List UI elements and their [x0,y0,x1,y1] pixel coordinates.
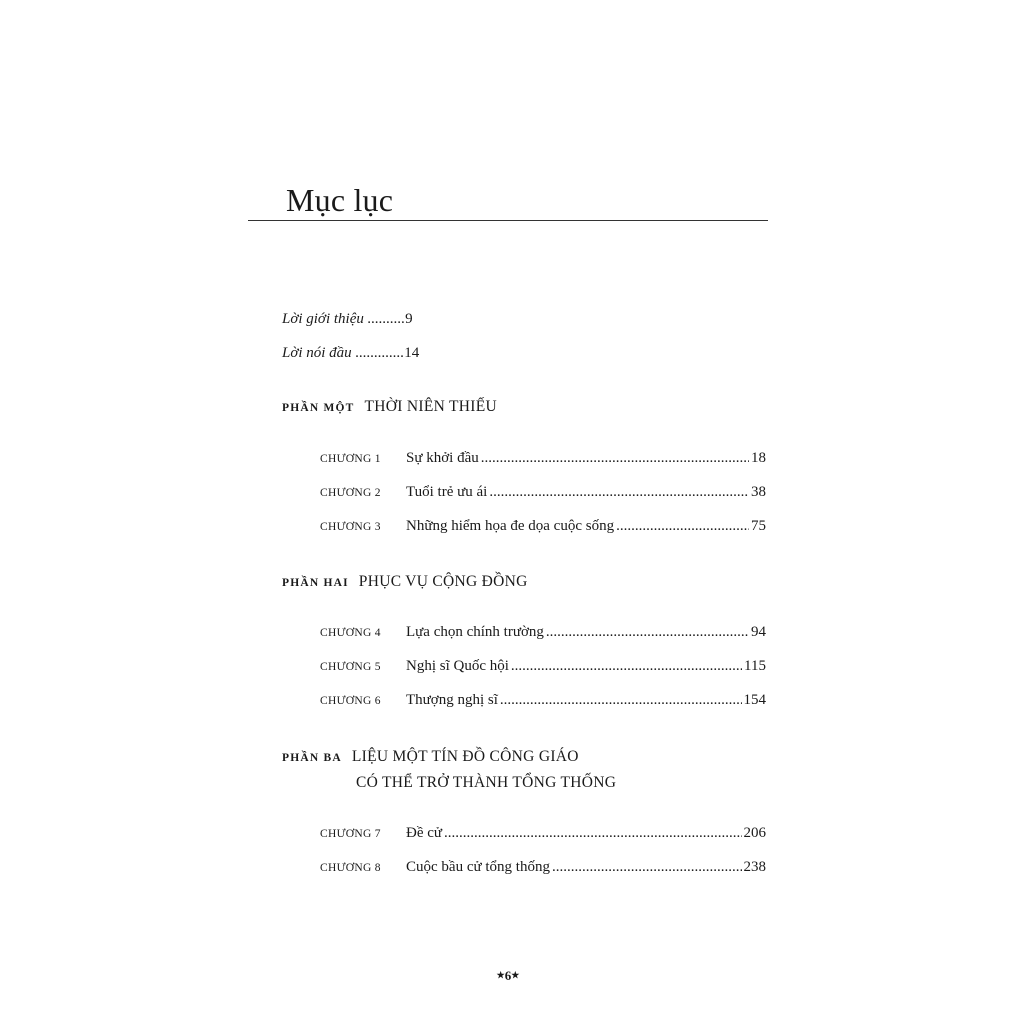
toc-entry-intro[interactable] [282,309,413,329]
toc-chapter-5[interactable] [320,658,766,678]
part-heading-1 [282,397,497,418]
toc-chapter-7[interactable] [320,825,766,845]
chapter-label: CHƯƠNG 1 [320,453,381,465]
toc-page-number: 14 [404,345,420,361]
toc-page-number: 9 [405,311,413,327]
star-ornament-icon: ★ [496,970,505,980]
chapter-title: Sự khởi đầu [406,450,479,466]
toc-chapter-6[interactable] [320,692,766,712]
toc-leader [444,825,741,842]
chapter-label: CHƯƠNG 3 [320,521,381,533]
chapter-title: Lựa chọn chính trường [406,624,544,640]
chapter-page: 18 [751,450,766,466]
chapter-page: 238 [743,859,766,875]
part-title-continued: CÓ THỂ TRỞ THÀNH TỔNG THỐNG [356,774,617,791]
toc-leader [489,484,749,501]
toc-chapter-2[interactable] [320,484,766,504]
page-number [0,966,1016,985]
chapter-page: 75 [751,518,766,534]
chapter-label: CHƯƠNG 7 [320,828,381,840]
chapter-label: CHƯƠNG 2 [320,487,381,499]
part-title: THỜI NIÊN THIẾU [364,398,498,415]
part-heading-3 [282,747,579,768]
part-label: PHẦN BA [282,752,342,764]
toc-leader [552,859,742,876]
chapter-page: 38 [751,484,766,500]
toc-leader: .......... [367,311,406,327]
toc-leader [546,624,749,641]
part-heading-2 [282,572,528,593]
chapter-title: Thượng nghị sĩ [406,692,498,708]
star-ornament-icon: ★ [511,970,520,980]
chapter-title: Những hiểm họa đe dọa cuộc sống [406,518,615,534]
toc-leader [481,450,749,467]
page-title: Mục lục [286,182,394,218]
toc-leader [500,692,742,709]
part-title: PHỤC VỤ CỘNG ĐỒNG [358,573,528,590]
toc-chapter-3[interactable] [320,518,766,538]
part-title: LIỆU MỘT TÍN ĐỒ CÔNG GIÁO [351,748,579,765]
toc-leader [616,518,749,535]
chapter-page: 115 [744,658,766,674]
toc-chapter-8[interactable] [320,859,766,879]
chapter-page: 94 [751,624,766,640]
chapter-label: CHƯƠNG 8 [320,862,381,874]
chapter-title: Đề cử [406,825,443,841]
toc-leader: ............. [355,345,405,361]
part-label: PHẦN MỘT [282,402,355,414]
chapter-label: CHƯƠNG 4 [320,627,381,639]
title-rule [248,220,768,221]
toc-entry-label: Lời nói đầu [282,345,352,361]
page-number-value: 6 [504,968,512,983]
chapter-title: Cuộc bầu cử tổng thống [406,859,550,875]
toc-entry-label: Lời giới thiệu [282,311,364,327]
chapter-label: CHƯƠNG 5 [320,661,381,673]
chapter-title: Tuổi trẻ ưu ái [406,484,488,500]
toc-chapter-4[interactable] [320,624,766,644]
chapter-label: CHƯƠNG 6 [320,695,381,707]
toc-chapter-1[interactable] [320,450,766,470]
chapter-title: Nghị sĩ Quốc hội [406,658,509,674]
toc-leader [511,658,742,675]
toc-entry-preface[interactable] [282,343,419,363]
part-label: PHẦN HAI [282,577,349,589]
chapter-page: 206 [743,825,766,841]
chapter-page: 154 [743,692,766,708]
